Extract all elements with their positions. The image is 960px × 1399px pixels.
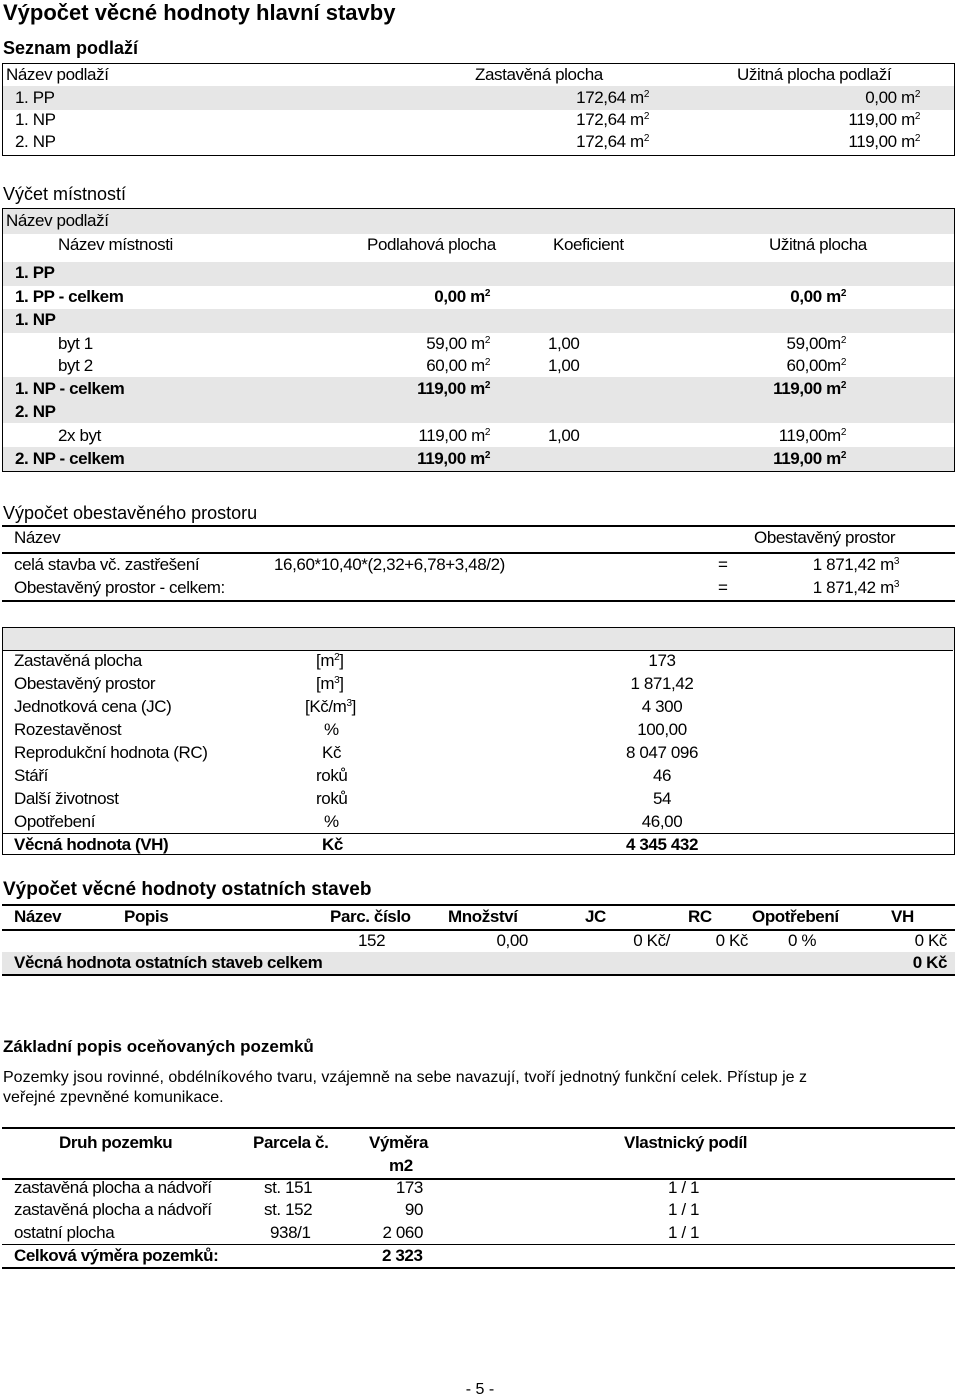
land-row: zastavěná plocha a nádvoří st. 151 173 1 / 1 <box>14 1178 700 1197</box>
summary-row: Další životnost roků 54 <box>14 789 672 808</box>
floors-row: 1. NP 172,64 $m^2$ 119,00 $m^2$ <box>15 110 920 129</box>
rooms-room-row: 2x byt 119,00 $m^2$ 1,00 $119,00m^2$ <box>58 426 846 445</box>
rooms-header-floor: Název podlaží <box>6 211 109 230</box>
land-row: ostatní plocha 938/1 2 060 1 / 1 <box>14 1223 700 1242</box>
other-row: 152 0,00 0 Kč/ 0 Kč 0 % 0 Kč <box>358 931 947 950</box>
other-total-row: Věcná hodnota ostatních staveb celkem 0 Kč <box>14 953 947 972</box>
volume-header: Název Obestavěný prostor <box>14 528 896 547</box>
floors-col-usable: Užitná plocha podlaží <box>737 65 892 84</box>
floors-col-built: Zastavěná plocha <box>475 65 603 84</box>
rooms-floor-row: 2. NP <box>15 402 56 421</box>
land-table: Druh pozemku Parcela č. Výměra Vlastnický podíl m2 zastavěná plocha a nádvoří st. 151 173 1 / 1 zastavěná plocha a nádvoří st. 152 90 1 / 1 ostatní plocha 938/1 2 060 1 / 1 Celková výměra pozemků: 2 323 <box>2 1129 955 1269</box>
volume-table <box>2 526 955 606</box>
summary-row: Zastavěná plocha $[m^2]$ 173 <box>14 651 676 670</box>
page-title: Výpočet věcné hodnoty hlavní stavby <box>3 0 396 25</box>
rooms-table <box>2 208 955 472</box>
rooms-total-row: 1. PP - celkem 0,00 $m^2$ 0,00 $m^2$ <box>15 287 846 306</box>
floors-col-name: Název podlaží <box>6 65 109 84</box>
rooms-header: Název místnosti Podlahová plocha Koeficient Užitná plocha <box>58 235 867 254</box>
other-heading: Výpočet věcné hodnoty ostatních staveb <box>3 879 372 900</box>
summary-row: Obestavěný prostor $[m^3]$ 1 871,42 <box>14 674 694 693</box>
rooms-room-row: byt 1 59,00 $m^2$ 1,00 $59,00m^2$ <box>58 334 846 353</box>
floors-row: 1. PP 172,64 $m^2$ 0,00 $m^2$ <box>15 88 920 107</box>
land-row: zastavěná plocha a nádvoří st. 152 90 1 / 1 <box>14 1200 700 1219</box>
rooms-room-row: byt 2 60,00 $m^2$ 1,00 $60,00m^2$ <box>58 356 846 375</box>
rooms-floor-row: 1. PP <box>15 263 55 282</box>
summary-row: Rozestavěnost % 100,00 <box>14 720 687 739</box>
summary-row: Stáří roků 46 <box>14 766 672 785</box>
summary-row: Jednotková cena (JC) $[Kč/m^3]$ 4 300 <box>14 697 683 716</box>
summary-row: Opotřebení % 46,00 <box>14 812 683 831</box>
summary-total-row: Věcná hodnota (VH) Kč 4 345 432 <box>14 835 699 854</box>
land-heading: Základní popis oceňovaných pozemků <box>3 1037 314 1056</box>
land-paragraph-1: Pozemky jsou rovinné, obdélníkového tvaru, vzájemně na sebe navazují, tvoří jednotný funkční celek. Přístup je z <box>3 1069 807 1086</box>
volume-row: celá stavba vč. zastřešení 16,60*10,40*(2,32+6,78+3,48/2) = 1 871,42 $m^3$ <box>14 555 899 574</box>
floors-row: 2. NP 172,64 $m^2$ 119,00 $m^2$ <box>15 132 920 151</box>
rooms-heading: Výčet místností <box>3 184 127 204</box>
land-header: Druh pozemku Parcela č. Výměra Vlastnický podíl <box>59 1133 748 1152</box>
land-paragraph-2: veřejné zpevněné komunikace. <box>3 1089 224 1106</box>
floors-heading: Seznam podlaží <box>3 38 139 58</box>
summary-row: Reprodukční hodnota (RC) Kč 8 047 096 <box>14 743 699 762</box>
volume-total-row: Obestavěný prostor - celkem: = 1 871,42 $m^3$ <box>14 578 899 597</box>
land-total-row: Celková výměra pozemků: 2 323 <box>14 1246 423 1265</box>
other-body <box>2 930 955 976</box>
rooms-total-row: 1. NP - celkem 119,00 $m^2$ 119,00 $m^2$ <box>15 379 846 398</box>
rooms-total-row: 2. NP - celkem 119,00 $m^2$ 119,00 $m^2$ <box>15 449 846 468</box>
floors-header-row <box>3 64 954 86</box>
other-header: Název Popis Parc. číslo Množství JC RC Opotřebení VH <box>14 907 914 926</box>
page-number: - 5 - <box>465 1381 495 1398</box>
volume-heading: Výpočet obestavěného prostoru <box>3 503 258 523</box>
rooms-floor-row: 1. NP <box>15 310 56 329</box>
floors-table <box>2 63 955 156</box>
